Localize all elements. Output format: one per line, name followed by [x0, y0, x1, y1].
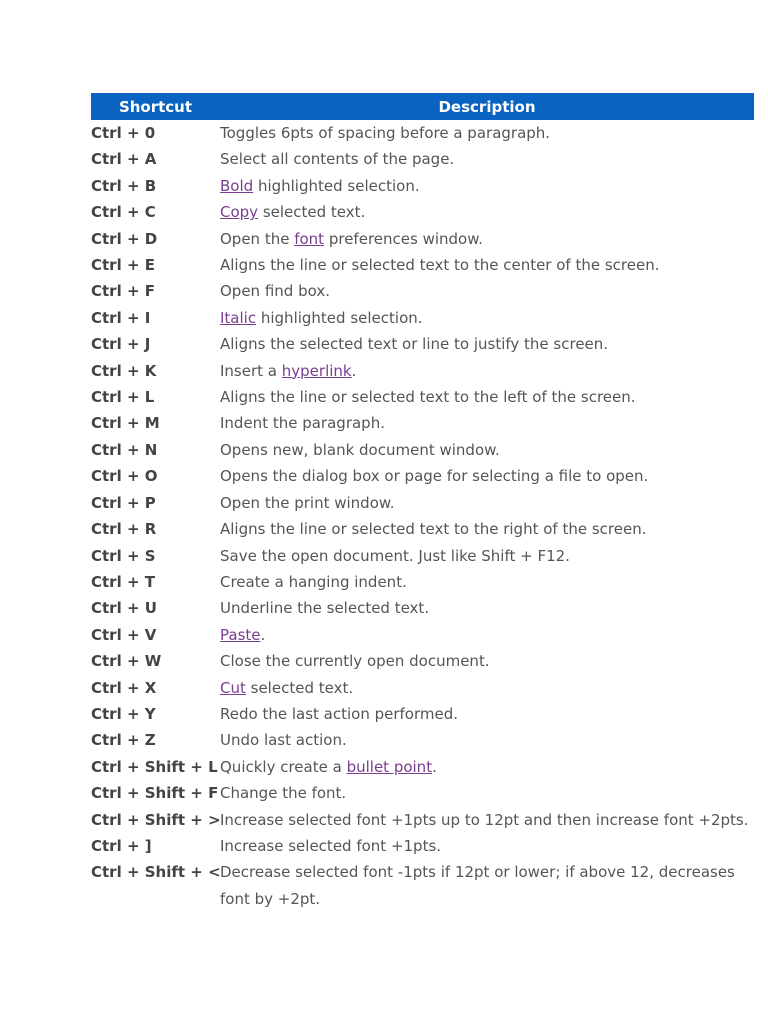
shortcut-description [220, 754, 754, 780]
shortcut-description [220, 305, 754, 331]
shortcut-description [220, 833, 754, 859]
description-text: Toggles 6pts of spacing before a paragraph. [220, 124, 551, 142]
shortcut-description [220, 120, 754, 146]
description-text: Quickly create a [220, 757, 347, 776]
shortcut-description [220, 252, 754, 278]
shortcut-key: Ctrl + Shift + F [91, 784, 219, 803]
shortcut-key: Ctrl + Z [91, 731, 156, 750]
description-text: Close the currently open document. [220, 652, 490, 671]
shortcut-key: Ctrl + V [91, 625, 157, 644]
shortcut-description [220, 859, 754, 912]
shortcut-key: Ctrl + J [91, 335, 151, 354]
description-text: Open find box. [220, 282, 330, 301]
table-row [91, 754, 754, 780]
table-row [91, 358, 754, 384]
table-row [91, 331, 754, 357]
header-shortcut: Shortcut [91, 93, 220, 120]
shortcut-key: Ctrl + D [91, 229, 158, 248]
description-text: selected text. [258, 203, 366, 222]
description-text: Underline the selected text. [220, 599, 430, 618]
shortcut-key: Ctrl + S [91, 546, 156, 565]
table-row [91, 807, 754, 833]
table-row [91, 859, 754, 912]
shortcut-key: Ctrl + Shift + > [91, 810, 221, 829]
shortcut-description [220, 146, 754, 172]
table-row [91, 463, 754, 489]
table-row [91, 490, 754, 516]
description-text: Undo last action. [220, 731, 347, 750]
description-text: Aligns the line or selected text to the right of the screen. [220, 520, 647, 539]
description-text: Create a hanging indent. [220, 572, 407, 591]
table-row [91, 701, 754, 727]
shortcut-key: Ctrl + U [91, 599, 157, 618]
shortcut-description [220, 463, 754, 489]
description-text: Insert a [220, 361, 282, 380]
description-text: highlighted selection. [256, 308, 423, 327]
shortcut-description [220, 410, 754, 436]
shortcut-description [220, 278, 754, 304]
shortcut-table-container [91, 93, 754, 912]
table-row [91, 543, 754, 569]
description-text: Change the font. [220, 784, 347, 803]
table-row [91, 305, 754, 331]
shortcut-key: Ctrl + E [91, 256, 155, 275]
header-description: Description [220, 93, 754, 120]
table-body [91, 120, 754, 912]
description-text: Decrease selected font -1pts if 12pt or lower; if above 12, decreases font by +2pt. [220, 863, 735, 908]
shortcut-key: Ctrl + Shift + < [91, 863, 221, 882]
table-row [91, 437, 754, 463]
description-text: Select all contents of the page. [220, 150, 455, 169]
shortcut-key: Ctrl + M [91, 414, 160, 433]
description-text: Open the print window. [220, 493, 395, 512]
description-link[interactable]: Italic [220, 308, 257, 327]
description-text: Save the open document. Just like Shift + F12. [220, 546, 570, 565]
table-row [91, 384, 754, 410]
shortcut-description [220, 543, 754, 569]
description-link[interactable]: Copy [220, 203, 259, 222]
shortcut-key: Ctrl + X [91, 678, 157, 697]
description-text: selected text. [245, 678, 354, 697]
shortcut-description [220, 384, 754, 410]
shortcut-key: Ctrl + B [91, 176, 157, 195]
shortcut-key: Ctrl + N [91, 440, 158, 459]
shortcut-key: Ctrl + O [91, 467, 158, 486]
table-row [91, 173, 754, 199]
shortcut-key: Ctrl + T [91, 572, 155, 591]
shortcut-description [220, 199, 754, 225]
description-text: Aligns the selected text or line to justify the screen. [220, 335, 609, 354]
description-text: Indent the paragraph. [220, 414, 385, 433]
description-link[interactable]: Bold [220, 176, 254, 195]
table-row [91, 252, 754, 278]
description-text: Aligns the line or selected text to the center of the screen. [220, 256, 660, 275]
description-link[interactable]: Cut [220, 678, 246, 697]
table-row [91, 622, 754, 648]
shortcut-description [220, 648, 754, 674]
shortcut-description [220, 780, 754, 806]
description-text: preferences window. [324, 229, 483, 248]
description-text: Open the [220, 229, 295, 248]
table-row [91, 780, 754, 806]
shortcut-key: Ctrl + Y [91, 704, 156, 723]
table-row [91, 833, 754, 859]
shortcut-key: Ctrl + P [91, 493, 156, 512]
description-link[interactable]: Paste [220, 625, 261, 644]
table-row [91, 278, 754, 304]
description-link[interactable]: font [294, 229, 325, 248]
description-text: Increase selected font +1pts. [220, 836, 442, 855]
table-header-row [91, 93, 754, 120]
description-text: . [260, 625, 266, 644]
shortcut-table [91, 93, 754, 912]
shortcut-description [220, 701, 754, 727]
table-row [91, 226, 754, 252]
description-text: Opens new, blank document window. [220, 440, 500, 459]
shortcut-description [220, 727, 754, 753]
shortcut-description [220, 516, 754, 542]
shortcut-key: Ctrl + F [91, 282, 155, 301]
shortcut-key: Ctrl + W [91, 652, 162, 671]
shortcut-description [220, 569, 754, 595]
shortcut-description [220, 226, 754, 252]
shortcut-description [220, 622, 754, 648]
shortcut-description [220, 358, 754, 384]
shortcut-key: Ctrl + I [91, 308, 151, 327]
shortcut-description [220, 490, 754, 516]
description-text: Opens the dialog box or page for selecting a file to open. [220, 467, 649, 486]
table-row [91, 146, 754, 172]
description-text: Redo the last action performed. [220, 704, 459, 723]
table-row [91, 675, 754, 701]
table-row [91, 648, 754, 674]
shortcut-description [220, 331, 754, 357]
shortcut-key: Ctrl + R [91, 520, 157, 539]
description-text: . [432, 757, 437, 776]
shortcut-key: Ctrl + 0 [91, 124, 156, 142]
shortcut-description [220, 595, 754, 621]
description-link[interactable]: bullet point [346, 757, 433, 776]
shortcut-key: Ctrl + A [91, 150, 157, 169]
description-text: highlighted selection. [253, 176, 420, 195]
shortcut-key: Ctrl + Shift + L [91, 757, 218, 776]
table-row [91, 727, 754, 753]
shortcut-description [220, 675, 754, 701]
shortcut-description [220, 173, 754, 199]
description-text: Increase selected font +1pts up to 12pt and then increase font +2pts. [220, 810, 749, 829]
shortcut-description [220, 807, 754, 833]
table-row [91, 199, 754, 225]
shortcut-key: Ctrl + C [91, 203, 156, 222]
shortcut-key: Ctrl + ] [91, 836, 152, 855]
table-row [91, 410, 754, 436]
shortcut-key: Ctrl + L [91, 388, 155, 407]
table-row [91, 569, 754, 595]
description-link[interactable]: hyperlink [281, 361, 352, 380]
shortcut-key: Ctrl + K [91, 361, 157, 380]
description-text: Aligns the line or selected text to the left of the screen. [220, 388, 636, 407]
table-row [91, 516, 754, 542]
description-text: . [351, 361, 357, 380]
shortcut-description [220, 437, 754, 463]
table-row [91, 595, 754, 621]
table-row [91, 120, 754, 146]
